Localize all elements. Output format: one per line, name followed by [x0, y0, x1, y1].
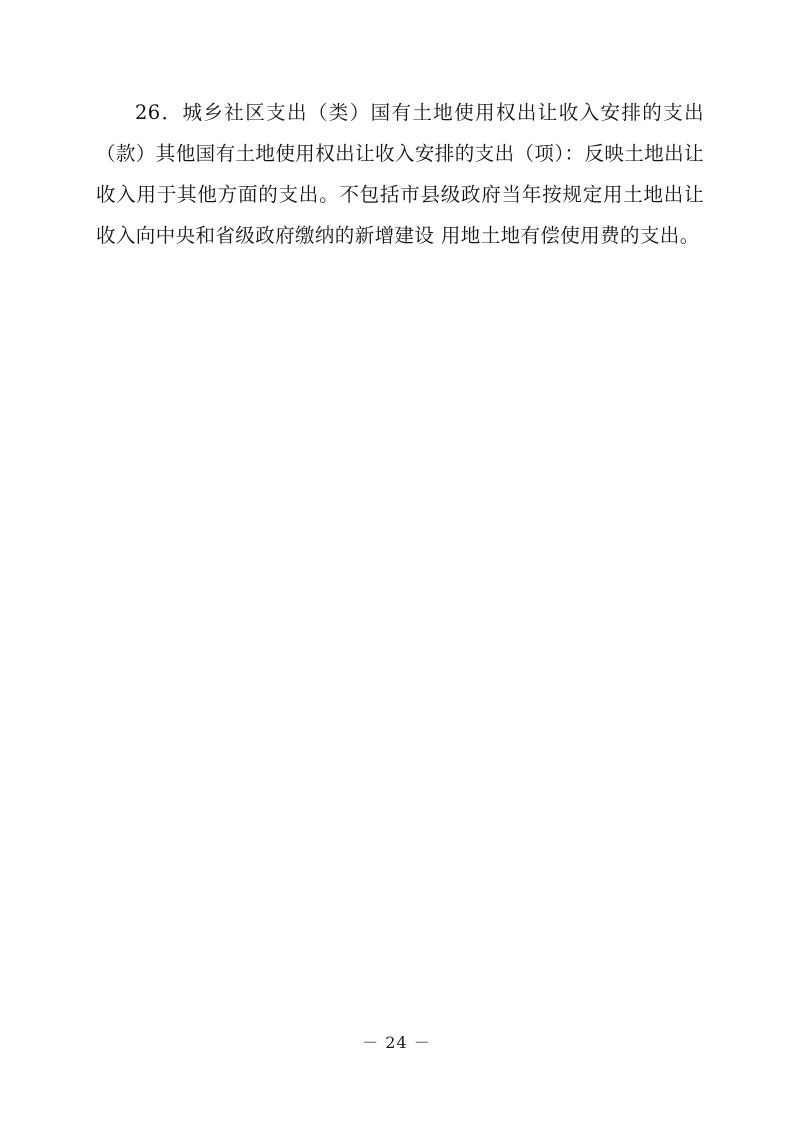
- document-body: [96, 92, 704, 256]
- page-number: － 24 －: [362, 1033, 431, 1052]
- page-footer: [0, 1030, 793, 1053]
- body-paragraph: 26．城乡社区支出（类）国有土地使用权出让收入安排的支出（款）其他国有土地使用权出让收入安排的支出（项）：反映土地出让收入用于其他方面的支出。不包括市县级政府当年按规定用土地出让收入向中央和省级政府缴纳的新增建设 用地土地有偿使用费的支出。: [96, 101, 704, 247]
